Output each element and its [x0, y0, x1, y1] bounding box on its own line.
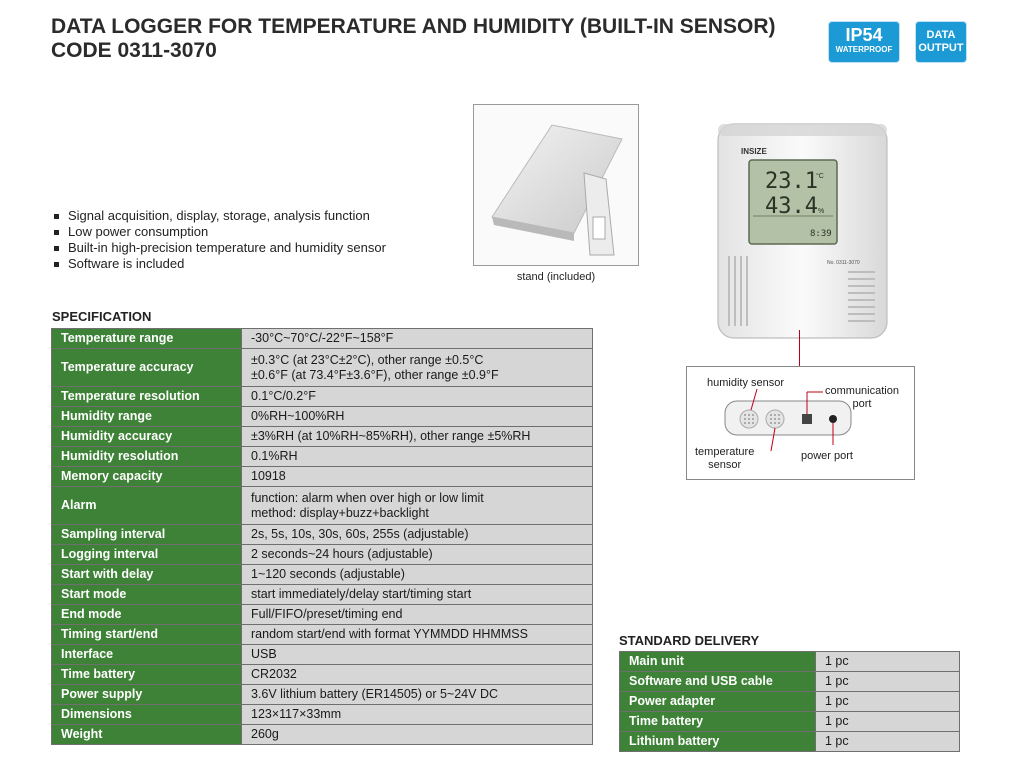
- data-output-badge: [916, 22, 966, 62]
- specification-table: [51, 328, 593, 745]
- row-value-line: 1 pc: [825, 654, 849, 668]
- table-row: [52, 329, 593, 349]
- table-row: [52, 665, 593, 685]
- row-value-line: 2 seconds~24 hours (adjustable): [251, 547, 433, 561]
- row-value-line: 1 pc: [825, 674, 849, 688]
- row-value-line: 123×117×33mm: [251, 707, 342, 721]
- row-label: End mode: [52, 605, 242, 625]
- device-humidity-reading: 43.4: [765, 194, 818, 219]
- row-value: [242, 625, 593, 645]
- row-value: [242, 329, 593, 349]
- row-value: [242, 467, 593, 487]
- device-temp-unit: °C: [816, 173, 824, 180]
- table-row: [620, 732, 960, 752]
- row-value-line: 260g: [251, 727, 279, 741]
- table-row: [52, 349, 593, 387]
- table-row: [620, 692, 960, 712]
- row-value: [242, 387, 593, 407]
- data-logger-image: [715, 122, 890, 340]
- row-value: [242, 565, 593, 585]
- row-label: Start with delay: [52, 565, 242, 585]
- feature-list: [52, 208, 386, 272]
- row-value: [242, 585, 593, 605]
- table-row: [620, 712, 960, 732]
- data-badge-line-2: OUTPUT: [918, 42, 964, 54]
- row-value-line: 2s, 5s, 10s, 30s, 60s, 255s (adjustable): [251, 527, 469, 541]
- row-value: [242, 427, 593, 447]
- row-label: Timing start/end: [52, 625, 242, 645]
- communication-port-icon: [802, 414, 812, 424]
- table-row: [52, 447, 593, 467]
- table-row: [620, 672, 960, 692]
- table-row: [52, 545, 593, 565]
- row-value-line: 1 pc: [825, 714, 849, 728]
- row-value-line: 0.1%RH: [251, 449, 298, 463]
- ip54-badge-sub: WATERPROOF: [835, 45, 893, 54]
- standard-delivery-heading: STANDARD DELIVERY: [619, 633, 760, 648]
- feature-item: Software is included: [52, 256, 386, 272]
- row-value: [242, 349, 593, 387]
- row-value-line: random start/end with format YYMMDD HHMMSS: [251, 627, 528, 641]
- row-value-line: USB: [251, 647, 277, 661]
- row-value: [242, 665, 593, 685]
- temperature-sensor-label: temperature sensor: [695, 446, 755, 471]
- stand-image: [473, 104, 639, 266]
- row-label: Memory capacity: [52, 467, 242, 487]
- device-humidity-unit: %: [818, 208, 825, 215]
- communication-port-label: communication port: [825, 385, 899, 410]
- table-row: [52, 585, 593, 605]
- row-label: Power supply: [52, 685, 242, 705]
- row-value: [242, 447, 593, 467]
- row-value-line: 10918: [251, 469, 286, 483]
- row-value: [242, 525, 593, 545]
- row-label: Humidity accuracy: [52, 427, 242, 447]
- table-row: [52, 605, 593, 625]
- row-label: Humidity resolution: [52, 447, 242, 467]
- row-value-line: 1 pc: [825, 734, 849, 748]
- table-row: [52, 387, 593, 407]
- row-label: Main unit: [620, 652, 816, 672]
- table-row: [52, 487, 593, 525]
- row-label: Lithium battery: [620, 732, 816, 752]
- row-label: Temperature range: [52, 329, 242, 349]
- ip54-badge-main: IP54: [845, 25, 883, 45]
- device-brand: INSIZE: [741, 147, 767, 156]
- connector-line: [799, 330, 800, 366]
- row-value: [816, 692, 960, 712]
- data-badge-line-1: DATA: [926, 29, 956, 41]
- stand-illustration: [474, 105, 638, 265]
- row-label: Time battery: [620, 712, 816, 732]
- specification-heading: SPECIFICATION: [52, 309, 152, 324]
- row-label: Alarm: [52, 487, 242, 525]
- row-value-line: method: display+buzz+backlight: [251, 505, 429, 520]
- row-label: Weight: [52, 725, 242, 745]
- row-value: [242, 705, 593, 725]
- row-value: [242, 725, 593, 745]
- standard-delivery-table: [619, 651, 960, 752]
- power-port-icon: [829, 415, 837, 423]
- row-value-line: ±0.6°F (at 73.4°F±3.6°F), other range ±0.9°F: [251, 367, 499, 382]
- device-model-label: No. 0311-3070: [827, 260, 860, 266]
- device-temp-reading: 23.1: [765, 169, 818, 194]
- table-row: [52, 407, 593, 427]
- feature-item: Built-in high-precision temperature and humidity sensor: [52, 240, 386, 256]
- row-value-line: 1~120 seconds (adjustable): [251, 567, 405, 581]
- table-row: [52, 467, 593, 487]
- table-row: [52, 645, 593, 665]
- table-row: [52, 565, 593, 585]
- row-value-line: -30°C~70°C/-22°F~158°F: [251, 331, 394, 345]
- row-value-line: CR2032: [251, 667, 297, 681]
- row-value-line: ±0.3°C (at 23°C±2°C), other range ±0.5°C: [251, 352, 484, 367]
- row-value-line: 1 pc: [825, 694, 849, 708]
- row-value: [816, 672, 960, 692]
- row-label: Power adapter: [620, 692, 816, 712]
- row-label: Temperature resolution: [52, 387, 242, 407]
- row-value-line: start immediately/delay start/timing start: [251, 587, 472, 601]
- row-label: Time battery: [52, 665, 242, 685]
- title-line-1: DATA LOGGER FOR TEMPERATURE AND HUMIDITY (BUILT-IN SENSOR): [51, 15, 776, 38]
- row-label: Sampling interval: [52, 525, 242, 545]
- row-value: [816, 732, 960, 752]
- title-line-2: CODE 0311-3070: [51, 39, 217, 62]
- row-value: [242, 407, 593, 427]
- table-row: [52, 705, 593, 725]
- row-label: Software and USB cable: [620, 672, 816, 692]
- table-row: [52, 685, 593, 705]
- row-label: Interface: [52, 645, 242, 665]
- table-row: [52, 427, 593, 447]
- row-label: Start mode: [52, 585, 242, 605]
- power-port-label: power port: [801, 450, 853, 462]
- row-label: Temperature accuracy: [52, 349, 242, 387]
- row-label: Logging interval: [52, 545, 242, 565]
- row-value: [242, 685, 593, 705]
- row-value: [242, 605, 593, 625]
- ip54-waterproof-badge: [829, 22, 899, 62]
- feature-item: Low power consumption: [52, 224, 386, 240]
- ports-diagram: [686, 366, 915, 480]
- row-label: Dimensions: [52, 705, 242, 725]
- table-row: [52, 525, 593, 545]
- table-row: [52, 625, 593, 645]
- row-label: Humidity range: [52, 407, 242, 427]
- feature-item: Signal acquisition, display, storage, analysis function: [52, 208, 386, 224]
- table-row: [52, 725, 593, 745]
- row-value-line: 0.1°C/0.2°F: [251, 389, 316, 403]
- humidity-sensor-label: humidity sensor: [707, 377, 785, 389]
- row-value: [816, 712, 960, 732]
- row-value-line: 0%RH~100%RH: [251, 409, 345, 423]
- row-value: [242, 645, 593, 665]
- row-value-line: ±3%RH (at 10%RH~85%RH), other range ±5%RH: [251, 429, 531, 443]
- stand-caption: stand (included): [516, 271, 596, 283]
- row-value: [816, 652, 960, 672]
- table-row: [620, 652, 960, 672]
- row-value-line: 3.6V lithium battery (ER14505) or 5~24V DC: [251, 687, 498, 701]
- row-value-line: function: alarm when over high or low limit: [251, 490, 484, 505]
- row-value-line: Full/FIFO/preset/timing end: [251, 607, 403, 621]
- data-logger-illustration: [715, 122, 890, 340]
- device-time-reading: 8:39: [810, 229, 832, 239]
- document-title: [51, 15, 775, 63]
- row-value: [242, 487, 593, 525]
- row-value: [242, 545, 593, 565]
